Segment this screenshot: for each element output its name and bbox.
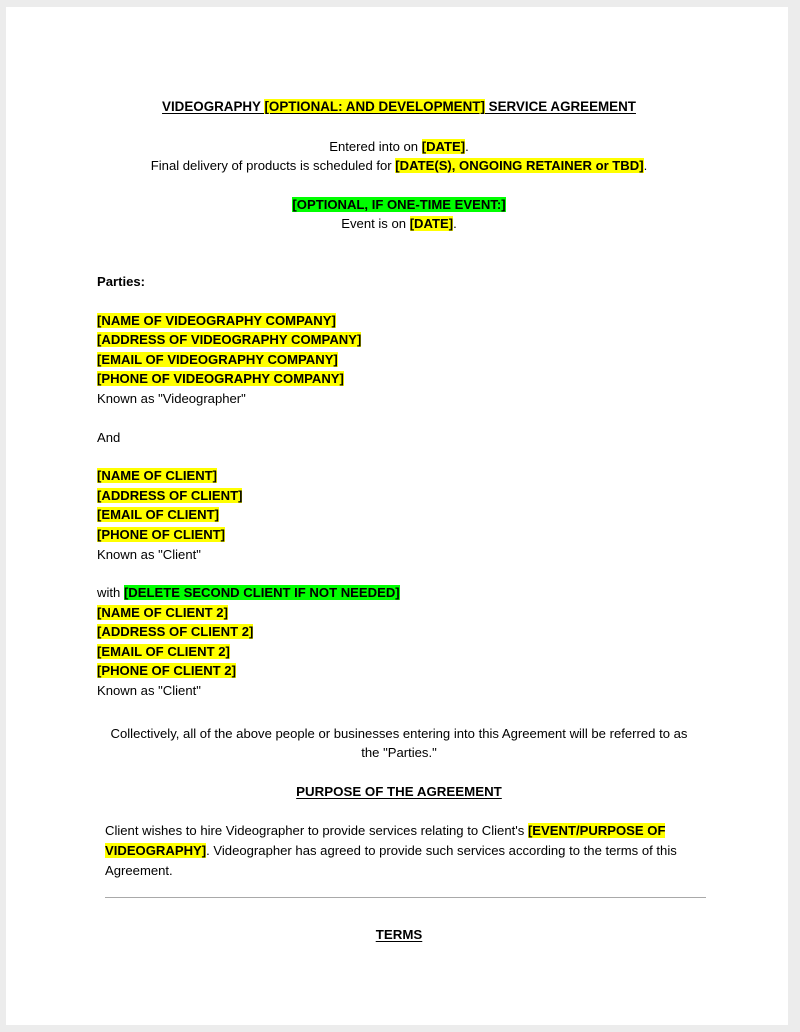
client-address-placeholder: [ADDRESS OF CLIENT]	[97, 487, 243, 503]
client2-known-as: Known as "Client"	[97, 683, 201, 699]
purpose-paragraph-before: Client wishes to hire Videographer to provide services relating to Client's	[105, 823, 528, 839]
client2-phone-placeholder: [PHONE OF CLIENT 2]	[97, 663, 236, 679]
final-delivery-suffix: .	[643, 158, 648, 174]
optional-event-note: [OPTIONAL, IF ONE-TIME EVENT:]	[292, 196, 506, 212]
event-is-on-suffix: .	[453, 216, 457, 232]
event-date-placeholder: [DATE]	[409, 216, 454, 232]
purpose-placeholder: [EVENT/PURPOSE OF VIDEOGRAPHY]	[105, 823, 666, 859]
document-title-before: VIDEOGRAPHY	[162, 99, 265, 114]
client-email-placeholder: [EMAIL OF CLIENT]	[97, 507, 219, 523]
videographer-block	[97, 311, 701, 409]
purpose-heading: PURPOSE OF THE AGREEMENT	[296, 783, 502, 799]
spacer	[97, 447, 701, 466]
entered-into-date-placeholder: [DATE]	[421, 138, 466, 154]
document-page	[6, 7, 788, 1025]
videographer-address-placeholder: [ADDRESS OF VIDEOGRAPHY COMPANY]	[97, 332, 362, 348]
document-title-highlight: [OPTIONAL: AND DEVELOPMENT]	[264, 99, 485, 114]
spacer	[97, 292, 701, 311]
videographer-phone-placeholder: [PHONE OF VIDEOGRAPHY COMPANY]	[97, 371, 344, 387]
spacer	[97, 564, 701, 583]
parties-label: Parties:	[97, 273, 146, 289]
entered-into-suffix: .	[465, 138, 469, 154]
purpose-paragraph-after: . Videographer has agreed to provide such services according to the terms of this Agreement.	[105, 843, 677, 878]
client2-delete-note: [DELETE SECOND CLIENT IF NOT NEEDED]	[123, 585, 400, 601]
videographer-known-as: Known as "Videographer"	[97, 390, 246, 406]
videographer-name-placeholder: [NAME OF VIDEOGRAPHY COMPANY]	[97, 312, 336, 328]
purpose-paragraph	[97, 821, 701, 880]
client2-email-placeholder: [EMAIL OF CLIENT 2]	[97, 643, 230, 659]
spacer	[97, 409, 701, 428]
spacer	[97, 801, 701, 821]
document-title	[97, 97, 701, 117]
entered-into-line	[97, 137, 701, 157]
document-body	[97, 97, 701, 945]
videographer-email-placeholder: [EMAIL OF VIDEOGRAPHY COMPANY]	[97, 351, 338, 367]
client-phone-placeholder: [PHONE OF CLIENT]	[97, 526, 226, 542]
client-name-placeholder: [NAME OF CLIENT]	[97, 468, 218, 484]
spacer	[97, 701, 701, 724]
spacer	[97, 234, 701, 272]
spacer	[97, 127, 701, 137]
final-delivery-line	[97, 156, 701, 176]
terms-heading-wrap	[97, 925, 701, 945]
client2-with-word: with	[97, 585, 124, 601]
spacer	[97, 763, 701, 782]
event-is-on-text: Event is on	[341, 216, 410, 232]
section-divider	[105, 897, 706, 898]
collectively-paragraph: Collectively, all of the above people or businesses entering into this Agreement will be referred to as the "Parties."	[110, 725, 688, 761]
event-date-line	[97, 214, 701, 234]
final-delivery-text: Final delivery of products is scheduled for	[150, 158, 396, 174]
optional-event-note-line	[97, 195, 701, 215]
client2-name-placeholder: [NAME OF CLIENT 2]	[97, 604, 228, 620]
spacer	[97, 176, 701, 195]
final-delivery-date-placeholder: [DATE(S), ONGOING RETAINER or TBD]	[395, 158, 644, 174]
terms-heading: TERMS	[375, 927, 423, 943]
entered-into-text: Entered into on	[329, 138, 422, 154]
client2-address-placeholder: [ADDRESS OF CLIENT 2]	[97, 624, 254, 640]
client2-block	[97, 583, 701, 701]
document-title-after: SERVICE AGREEMENT	[484, 99, 636, 114]
and-conjunction: And	[97, 429, 121, 445]
client-known-as: Known as "Client"	[97, 546, 201, 562]
client-block	[97, 466, 701, 564]
